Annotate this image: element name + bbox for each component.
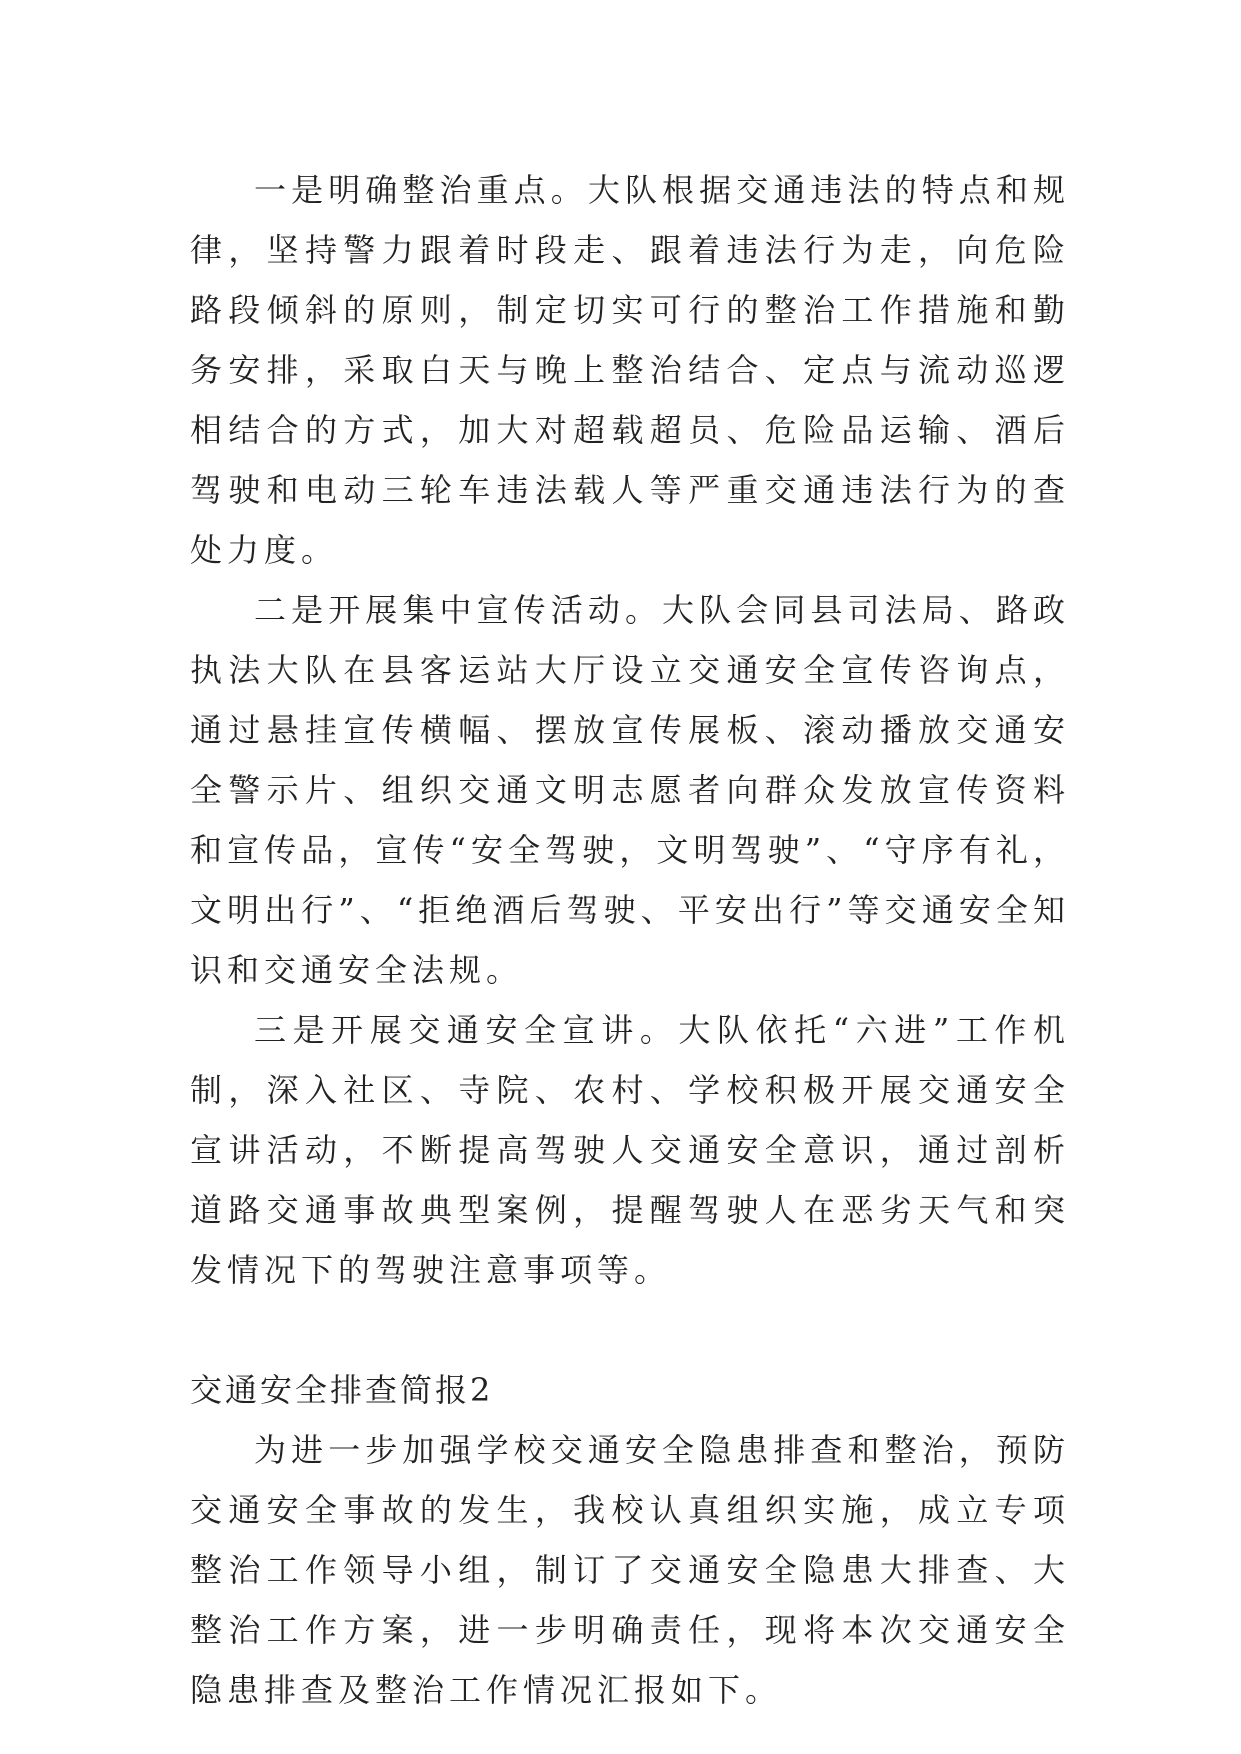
paragraph-publicity-campaign: 二是开展集中宣传活动。大队会同县司法局、路政执法大队在县客运站大厅设立交通安全宣传咨询点，通过悬挂宣传横幅、摆放宣传展板、滚动播放交通安全警示片、组织交通文明志愿者向群众发放宣传资料和宣传品，宣传“安全驾驶，文明驾驶”、“守序有礼，文明出行”、“拒绝酒后驾驶、平安出行”等交通安全知识和交通安全法规。 bbox=[190, 591, 1070, 989]
paragraph-clarify-focus: 一是明确整治重点。大队根据交通违法的特点和规律，坚持警力跟着时段走、跟着违法行为走，向危险路段倾斜的原则，制定切实可行的整治工作措施和勤务安排，采取白天与晚上整治结合、定点与流动巡逻相结合的方式，加大对超载超员、危险品运输、酒后驾驶和电动三轮车违法载人等严重交通违法行为的查处力度。 bbox=[190, 171, 1070, 569]
paragraph-school-inspection: 为进一步加强学校交通安全隐患排查和整治，预防交通安全事故的发生，我校认真组织实施，成立专项整治工作领导小组，制订了交通安全隐患大排查、大整治工作方案，进一步明确责任，现将本次交通安全隐患排查及整治工作情况汇报如下。 bbox=[190, 1431, 1070, 1709]
section-heading-briefing-2: 交通安全排查简报2 bbox=[190, 1371, 494, 1409]
paragraph-safety-lectures: 三是开展交通安全宣讲。大队依托“六进”工作机制，深入社区、寺院、农村、学校积极开展交通安全宣讲活动，不断提高驾驶人交通安全意识，通过剖析道路交通事故典型案例，提醒驾驶人在恶劣天气和突发情况下的驾驶注意事项等。 bbox=[190, 1011, 1070, 1289]
document-body bbox=[190, 160, 1070, 1720]
